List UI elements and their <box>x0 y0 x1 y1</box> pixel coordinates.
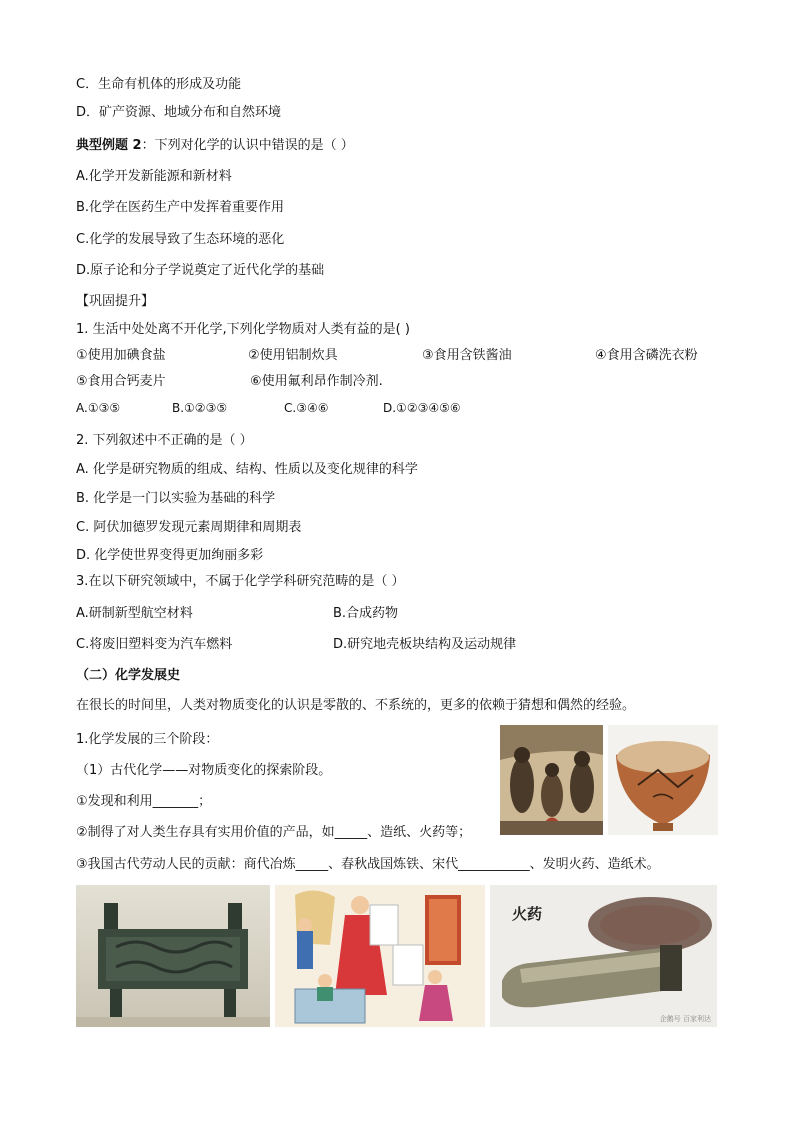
cq1-item-2: ②使用铝制炊具 <box>248 348 338 363</box>
example2-option-a: A.化学开发新能源和新材料 <box>76 169 232 184</box>
bronze-ding-image <box>76 885 270 1027</box>
cq1-option-d: D.①②③④⑤⑥ <box>383 401 461 415</box>
gunpowder-caption: 火药 <box>512 905 543 923</box>
example2-label: 典型例题 2 <box>76 138 142 153</box>
ancient-point-3: ③我国古代劳动人民的贡献：商代冶炼_____、春秋战国炼铁、宋代___________、发明火药、造纸术。 <box>76 857 660 872</box>
watermark: 企鹅号 百家利达 <box>659 1015 711 1023</box>
cq3-option-b: B.合成药物 <box>333 606 399 621</box>
cq1-item-5: ⑤食用合钙麦片 <box>76 374 166 389</box>
example2-option-c: C.化学的发展导致了生态环境的恶化 <box>76 232 285 247</box>
history-intro: 在很长的时间里，人类对物质变化的认识是零散的、不系统的，更多的依赖于猜想和偶然的经验。 <box>76 698 636 713</box>
example2-option-b: B.化学在医药生产中发挥着重要作用 <box>76 200 285 215</box>
cq2-option-b: B. 化学是一门以实验为基础的科学 <box>76 491 276 506</box>
ancient-stage: （1）古代化学——对物质变化的探索阶段。 <box>76 763 332 778</box>
cq1-item-1: ①使用加碘食盐 <box>76 348 166 363</box>
cq2-stem: 2. 下列叙述中不正确的是（ ） <box>76 433 253 448</box>
fire-use-image <box>500 725 603 835</box>
cq3-option-d: D.研究地壳板块结构及运动规律 <box>333 637 517 652</box>
cq2-option-d: D. 化学使世界变得更加绚丽多彩 <box>76 548 264 563</box>
pottery-image <box>608 725 718 835</box>
cq1-item-4: ④食用含磷洗衣粉 <box>595 348 698 363</box>
ancient-point-1: ①发现和利用_______； <box>76 794 212 809</box>
cq1-option-c: C.③④⑥ <box>284 401 329 415</box>
option-d: D．矿产资源、地域分布和自然环境 <box>76 105 282 120</box>
gunpowder-image <box>490 885 717 1027</box>
cq1-option-a: A.①③⑤ <box>76 401 121 415</box>
cq2-option-c: C. 阿伏加德罗发现元素周期律和周期表 <box>76 520 302 535</box>
example2-text: ：下列对化学的认识中错误的是（ ） <box>141 138 354 153</box>
cq1-option-b: B.①②③⑤ <box>172 401 228 415</box>
cq1-item-3: ③食用含铁酱油 <box>422 348 512 363</box>
cq1-item-6: ⑥使用氟利昂作制冷剂. <box>250 374 383 389</box>
example2-stem <box>76 137 354 155</box>
stages-title: 1.化学发展的三个阶段： <box>76 732 219 747</box>
cq3-stem: 3.在以下研究领域中，不属于化学学科研究范畴的是（ ） <box>76 574 405 589</box>
cq2-option-a: A. 化学是研究物质的组成、结构、性质以及变化规律的科学 <box>76 462 418 477</box>
cq1-stem: 1. 生活中处处离不开化学,下列化学物质对人类有益的是( ) <box>76 322 410 337</box>
consolidate-header: 【巩固提升】 <box>76 294 155 309</box>
example2-option-d: D.原子论和分子学说奠定了近代化学的基础 <box>76 263 325 278</box>
ancient-point-2: ②制得了对人类生存具有实用价值的产品，如_____、造纸、火药等； <box>76 825 472 840</box>
history-header: （二）化学发展史 <box>76 668 181 683</box>
option-c: C．生命有机体的形成及功能 <box>76 77 242 92</box>
cq3-option-c: C.将废旧塑料变为汽车燃料 <box>76 637 233 652</box>
cq3-option-a: A.研制新型航空材料 <box>76 606 193 621</box>
papermaking-image <box>275 885 485 1027</box>
